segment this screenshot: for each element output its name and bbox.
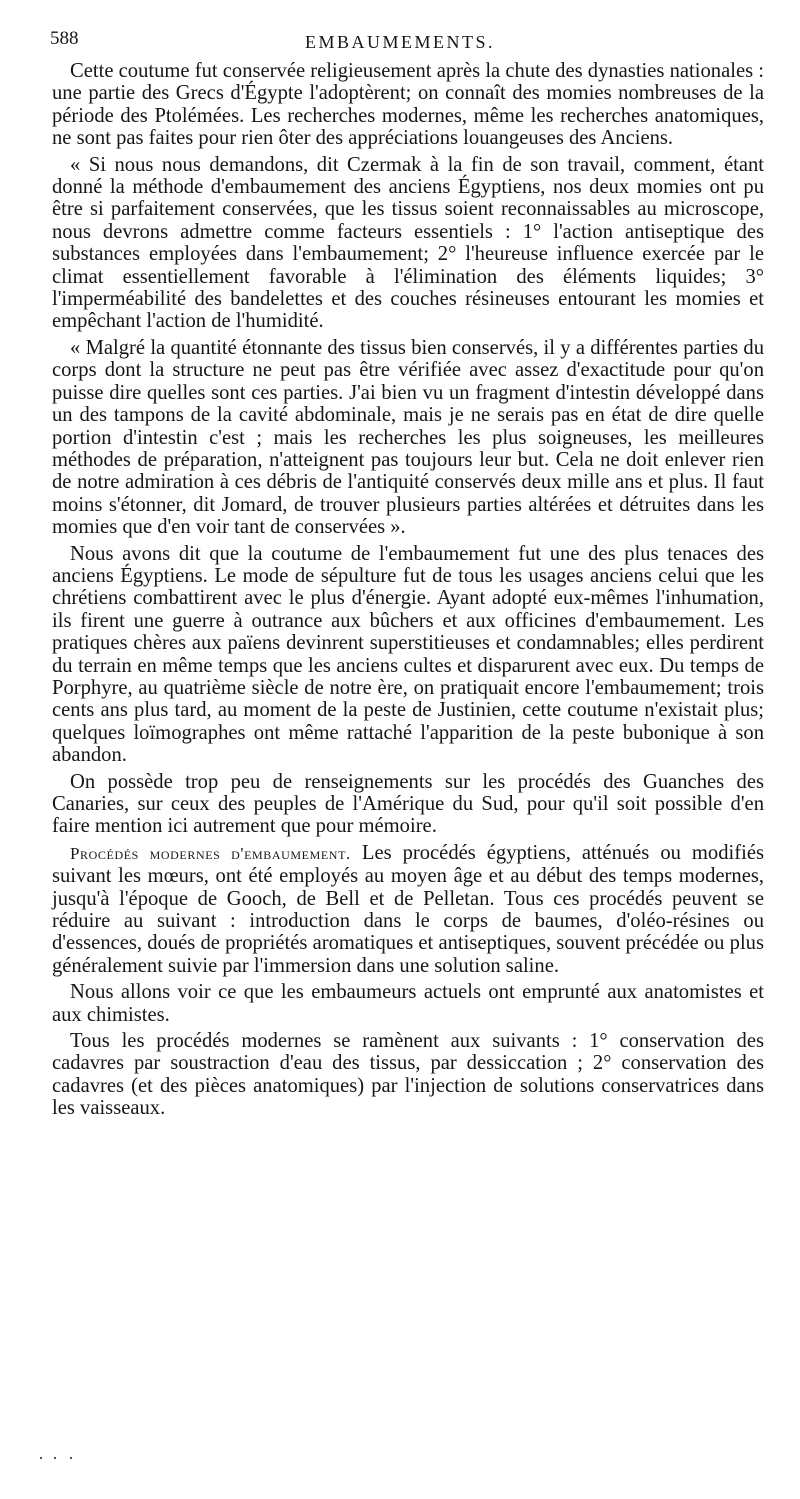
section-paragraph	[52, 842, 764, 977]
print-specks	[40, 1455, 80, 1461]
section-heading: Procédés modernes d'embaumement.	[70, 843, 351, 863]
paragraph: « Si nous nous demandons, dit Czermak à la fin de son travail, comment, étant donné la méthode d'embaumement des anciens Égyptiens, nos deux momies ont pu être si parfaitement conservées, que les tissus soient reconnaissables au microscope, nous devrons admettre comme facteurs essentiels : 1° l'action antiseptique des substances employées dans l'embaumement; 2° l'heureuse influence exercée par le climat essentiellement favorable à l'élimination des éléments liquides; 3° l'imperméabilité des bandelettes et des couches résineuses entourant les momies et empêchant l'action de l'humidité.	[52, 153, 764, 333]
body-text	[52, 60, 764, 1124]
paragraph: On possède trop peu de renseignements sur les procédés des Guanches des Canaries, sur ceux des peuples de l'Amérique du Sud, pour qu'il soit possible d'en faire mention ici autrement que pour mémoire.	[52, 770, 764, 838]
running-head: EMBAUMEMENTS.	[304, 32, 495, 52]
paragraph: Nous avons dit que la coutume de l'embaumement fut une des plus tenaces des anciens Égyptiens. Le mode de sépulture fut de tous les usages anciens celui que les chrétiens combattirent avec le plus d'énergie. Ayant adopté eux-mêmes l'inhumation, ils firent une guerre à outrance aux bûchers et aux officines d'embaumement. Les pratiques chères aux païens devinrent superstitieuses et condamnables; elles perdirent du terrain en même temps que les anciens cultes et disparurent avec eux. Du temps de Porphyre, au quatrième siècle de notre ère, on pratiquait encore l'embaumement; trois cents ans plus tard, au moment de la peste de Justinien, cette coutume n'existait plus; quelques loïmographes ont même rattaché l'apparition de la peste bubonique à son abandon.	[52, 542, 764, 767]
paragraph: Tous les procédés modernes se ramènent aux suivants : 1° conservation des cadavres par soustraction d'eau des tissus, par dessiccation ; 2° conservation des cadavres (et des pièces anatomiques) par l'injection de solutions conservatrices dans les vaisseaux.	[52, 1030, 764, 1120]
paragraph: Cette coutume fut conservée religieusement après la chute des dynasties nationales : une partie des Grecs d'Égypte l'adoptèrent; on connaît des momies nombreuses de la période des Ptolémées. Les recherches modernes, même les recherches anatomiques, ne sont pas faites pour rien ôter des appréciations louangeuses des Anciens.	[52, 60, 764, 150]
paragraph-text: Les procédés égyptiens, atténués ou modifiés suivant les mœurs, ont été employés au moyen âge et au début des temps modernes, jusqu'à l'époque de Gooch, de Bell et de Pelletan. Tous ces procédés peuvent se réduire au suivant : introduction dans le corps de baumes, d'oléo-résines ou d'essences, doués de propriétés aromatiques et antiseptiques, souvent précédée ou plus généralement suivie par l'immersion dans une solution saline.	[52, 841, 764, 977]
page-number: 588	[50, 28, 79, 49]
paragraph: Nous allons voir ce que les embaumeurs actuels ont emprunté aux anatomistes et aux chimistes.	[52, 981, 764, 1026]
paragraph: « Malgré la quantité étonnante des tissus bien conservés, il y a différentes parties du corps dont la structure ne peut pas être vérifiée avec assez d'exactitude pour qu'on puisse dire quelles sont ces parties. J'ai bien vu un fragment d'intestin développé dans un des tampons de la cavité abdominale, mais je ne serais pas en état de dire quelle portion d'intestin c'est ; mais les recherches les plus soigneuses, les meilleures méthodes de préparation, n'atteignent pas toujours leur but. Cela ne doit enlever rien de notre admiration à ces débris de l'antiquité conservés deux mille ans et plus. Il faut moins s'étonner, dit Jomard, de trouver plusieurs parties altérées et détruites dans les momies que d'en voir tant de conservées ».	[52, 336, 764, 539]
